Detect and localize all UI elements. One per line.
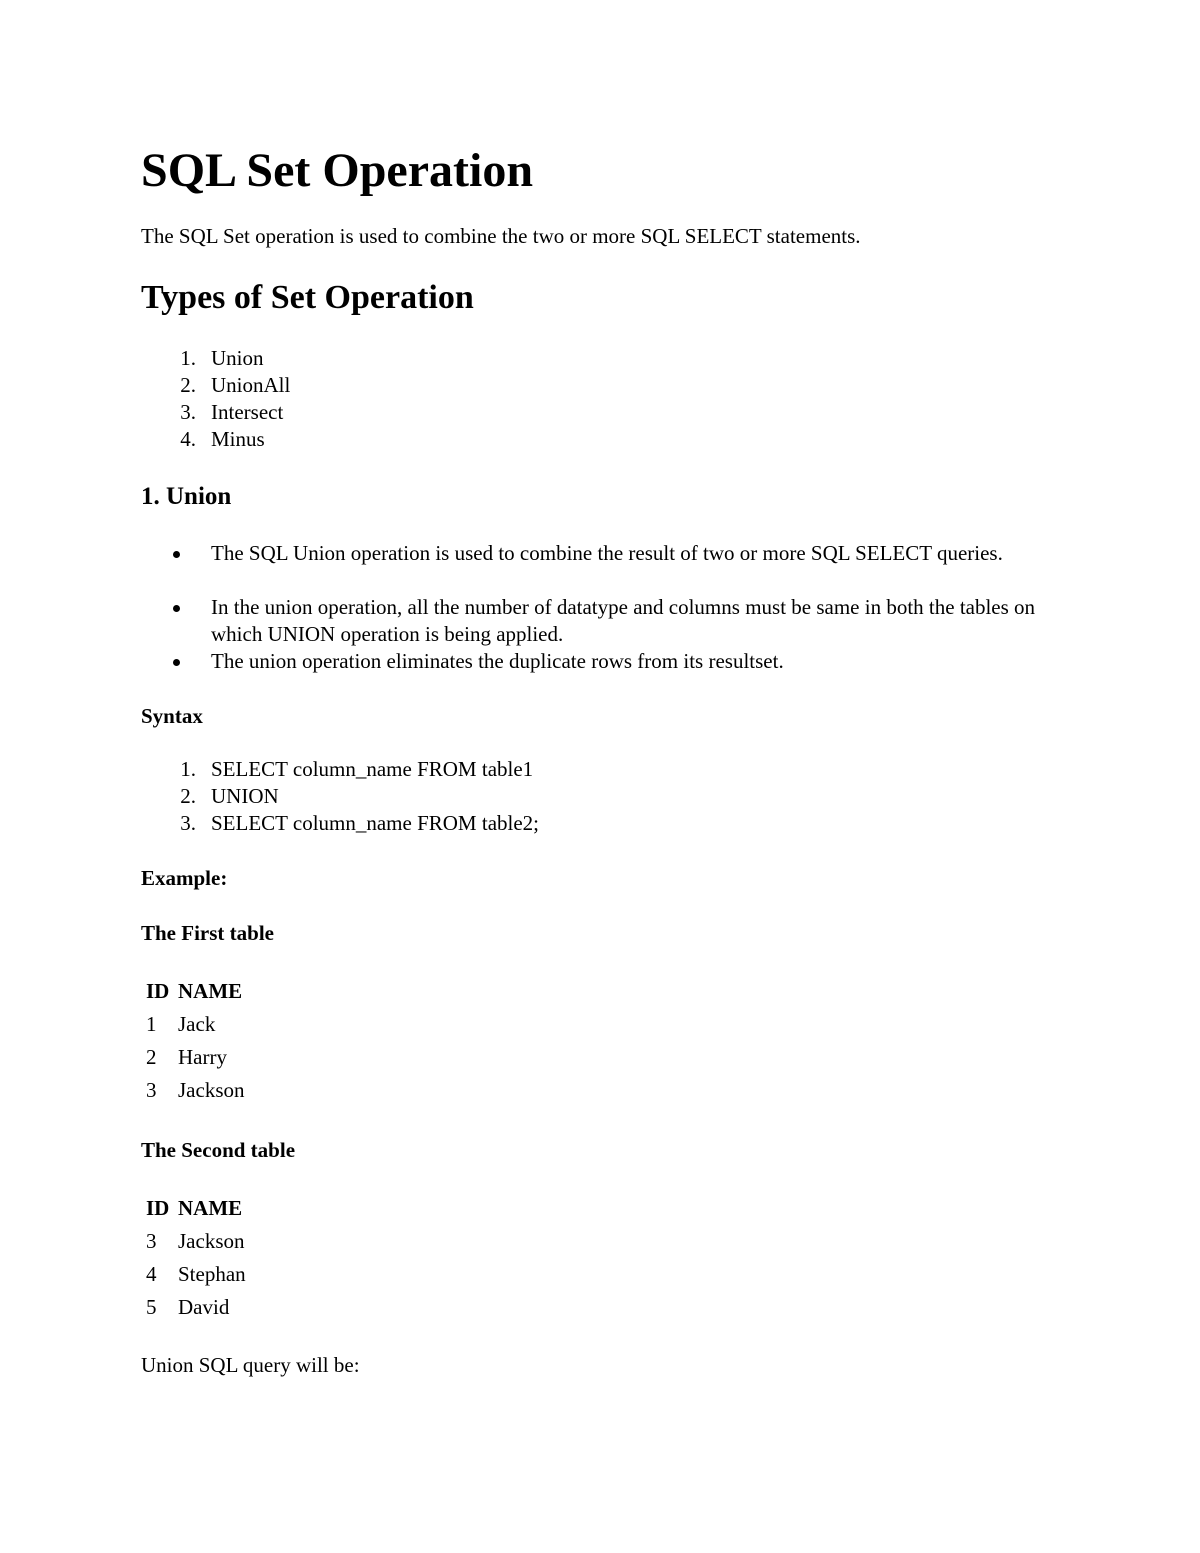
bullet-dot bbox=[173, 659, 180, 666]
syntax-label: Syntax bbox=[141, 704, 203, 728]
line-number: 2. bbox=[180, 784, 196, 808]
cell-id: 5 bbox=[146, 1295, 157, 1319]
cell-id: 1 bbox=[146, 1012, 157, 1036]
column-header-name: NAME bbox=[178, 979, 243, 1003]
list-number: 1. bbox=[180, 346, 196, 370]
list-number: 4. bbox=[180, 427, 196, 451]
first-table bbox=[146, 975, 245, 1107]
list-text: Intersect bbox=[211, 400, 284, 424]
table-row bbox=[146, 1291, 246, 1324]
table-row bbox=[146, 1008, 245, 1041]
list-item bbox=[141, 345, 741, 372]
table-row bbox=[146, 1258, 246, 1291]
line-number: 1. bbox=[180, 757, 196, 781]
bullet-item bbox=[141, 594, 1071, 648]
union-heading: 1. Union bbox=[141, 483, 232, 510]
example-label: Example: bbox=[141, 866, 228, 890]
column-header-id: ID bbox=[146, 979, 170, 1003]
list-text: Union bbox=[211, 346, 264, 370]
table-row bbox=[146, 1074, 245, 1107]
code-text: UNION bbox=[211, 784, 279, 808]
cell-name: Harry bbox=[178, 1045, 227, 1069]
cell-name: David bbox=[178, 1295, 230, 1319]
code-line bbox=[141, 756, 841, 783]
cell-name: Stephan bbox=[178, 1262, 246, 1286]
code-line bbox=[141, 810, 841, 837]
table-row bbox=[146, 1041, 245, 1074]
cell-id: 3 bbox=[146, 1229, 157, 1253]
cell-id: 3 bbox=[146, 1078, 157, 1102]
code-line bbox=[141, 783, 841, 810]
bullet-text: The union operation eliminates the duplicate rows from its resultset. bbox=[211, 649, 784, 673]
second-table bbox=[146, 1192, 246, 1324]
bullet-text: The SQL Union operation is used to combine the result of two or more SQL SELECT queries. bbox=[211, 541, 1003, 565]
bullet-item bbox=[141, 648, 1071, 675]
code-text: SELECT column_name FROM table2; bbox=[211, 811, 540, 835]
cell-id: 2 bbox=[146, 1045, 157, 1069]
table-row bbox=[146, 1225, 246, 1258]
code-text: SELECT column_name FROM table1 bbox=[211, 757, 534, 781]
types-heading: Types of Set Operation bbox=[141, 279, 474, 316]
list-text: Minus bbox=[211, 427, 265, 451]
bullet-text: In the union operation, all the number of datatype and columns must be same in both the tables on which UNION operation is being applied. bbox=[211, 595, 1036, 646]
line-number: 3. bbox=[180, 811, 196, 835]
page-title: SQL Set Operation bbox=[141, 144, 534, 197]
cell-name: Jack bbox=[178, 1012, 216, 1036]
first-table-caption: The First table bbox=[141, 921, 274, 945]
bullet-item bbox=[141, 540, 1071, 594]
cell-name: Jackson bbox=[178, 1078, 245, 1102]
bullet-dot bbox=[173, 605, 180, 612]
cell-name: Jackson bbox=[178, 1229, 245, 1253]
column-header-id: ID bbox=[146, 1196, 170, 1220]
list-number: 3. bbox=[180, 400, 196, 424]
query-intro: Union SQL query will be: bbox=[141, 1353, 360, 1377]
list-item bbox=[141, 399, 741, 426]
table-header-row bbox=[146, 975, 245, 1008]
cell-id: 4 bbox=[146, 1262, 157, 1286]
second-table-caption: The Second table bbox=[141, 1138, 296, 1162]
list-text: UnionAll bbox=[211, 373, 291, 397]
list-number: 2. bbox=[180, 373, 196, 397]
column-header-name: NAME bbox=[178, 1196, 243, 1220]
bullet-dot bbox=[173, 551, 180, 558]
table-header-row bbox=[146, 1192, 246, 1225]
list-item bbox=[141, 426, 741, 453]
intro-paragraph: The SQL Set operation is used to combine the two or more SQL SELECT statements. bbox=[141, 224, 861, 248]
list-item bbox=[141, 372, 741, 399]
